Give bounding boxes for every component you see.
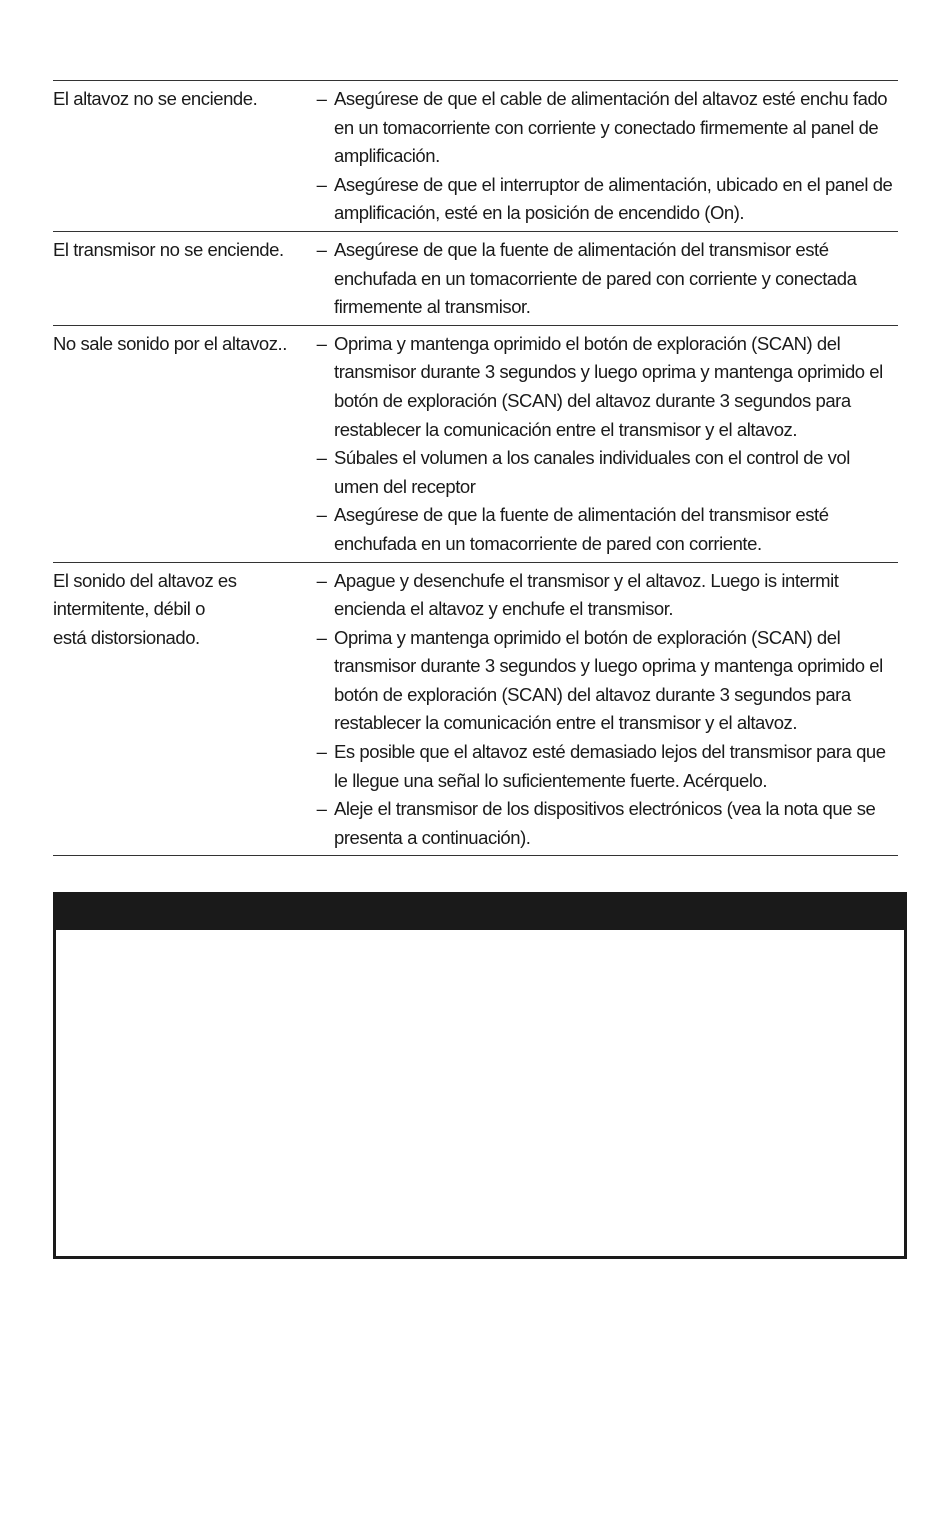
dash-bullet [309,795,334,852]
solution-text: Aleje el transmisor de los dispositivos electrónicos (vea la nota que se presenta a continuación). [334,798,876,848]
list-item [309,171,898,228]
solution-text: Asegúrese de que la fuente de alimentación del transmisor esté enchufada en un tomacorriente de pared con corriente. [334,504,829,554]
solution-text: Asegúrese de que la fuente de alimentación del transmisor esté enchufada en un tomacorriente de pared con corriente y conectada firmemente al transmisor. [334,238,857,318]
list-item [309,236,898,322]
solution-text: Apague y desenchufe el transmisor y el altavoz. Luego is intermit encienda el altavoz y enchufe el transmisor. [334,569,839,620]
dash-bullet [309,171,334,228]
dash-bullet [309,330,334,444]
solution-text: Oprima y mantenga oprimido el botón de exploración (SCAN) del transmisor durante 3 segundos y luego oprima y mantenga oprimido el botón de exploración (SCAN) del altavoz durante 3 segundos para restablecer la comunicación entre el transmisor y el altavoz. [334,626,883,734]
solutions-list [309,236,898,322]
solution-text: Súbales el volumen a los canales individuales con el control de vol umen del receptor [334,447,850,497]
note-header-bar [55,894,905,930]
dash-bullet [309,624,334,738]
dash-bullet [309,738,334,795]
troubleshooting-table [53,80,898,856]
problem-cell: El sonido del altavoz es intermitente, débil o está distorsionado. [53,569,237,648]
solution-text: Asegúrese de que el interruptor de alimentación, ubicado en el panel de amplificación, esté en la posición de encendido (On). [334,173,893,224]
list-item [309,330,898,444]
list-item [309,795,898,852]
table-row [53,81,898,232]
list-item [309,501,898,558]
solutions-list [309,85,898,228]
problem-cell: El altavoz no se enciende. [53,88,258,109]
list-item [309,624,898,738]
solution-text: Asegúrese de que el cable de alimentación del altavoz esté enchu fado en un tomacorriente con corriente y conectado firmemente al panel de amplificación. [334,88,888,167]
list-item [309,85,898,171]
solutions-list [309,567,898,853]
list-item [309,567,898,624]
list-item [309,738,898,795]
problem-cell: El transmisor no se enciende. [53,238,284,260]
solution-text: Es posible que el altavoz esté demasiado lejos del transmisor para que le llegue una señal lo suficientemente fuerte. Acérquelo. [334,741,886,791]
dash-bullet [309,85,334,171]
dash-bullet [309,236,334,322]
dash-bullet [309,567,334,624]
solution-text: Oprima y mantenga oprimido el botón de exploración (SCAN) del transmisor durante 3 segundos y luego oprima y mantenga oprimido el botón de exploración (SCAN) del altavoz durante 3 segundos para restablecer la comunicación entre el transmisor y el altavoz. [334,332,883,440]
list-item [309,444,898,501]
dash-bullet [309,501,334,558]
note-box [53,892,907,1259]
problem-cell: No sale sonido por el altavoz.. [53,332,287,354]
table-row [53,326,898,563]
table-row [53,563,898,857]
table-row [53,232,898,326]
solutions-list [309,330,898,559]
dash-bullet [309,444,334,501]
